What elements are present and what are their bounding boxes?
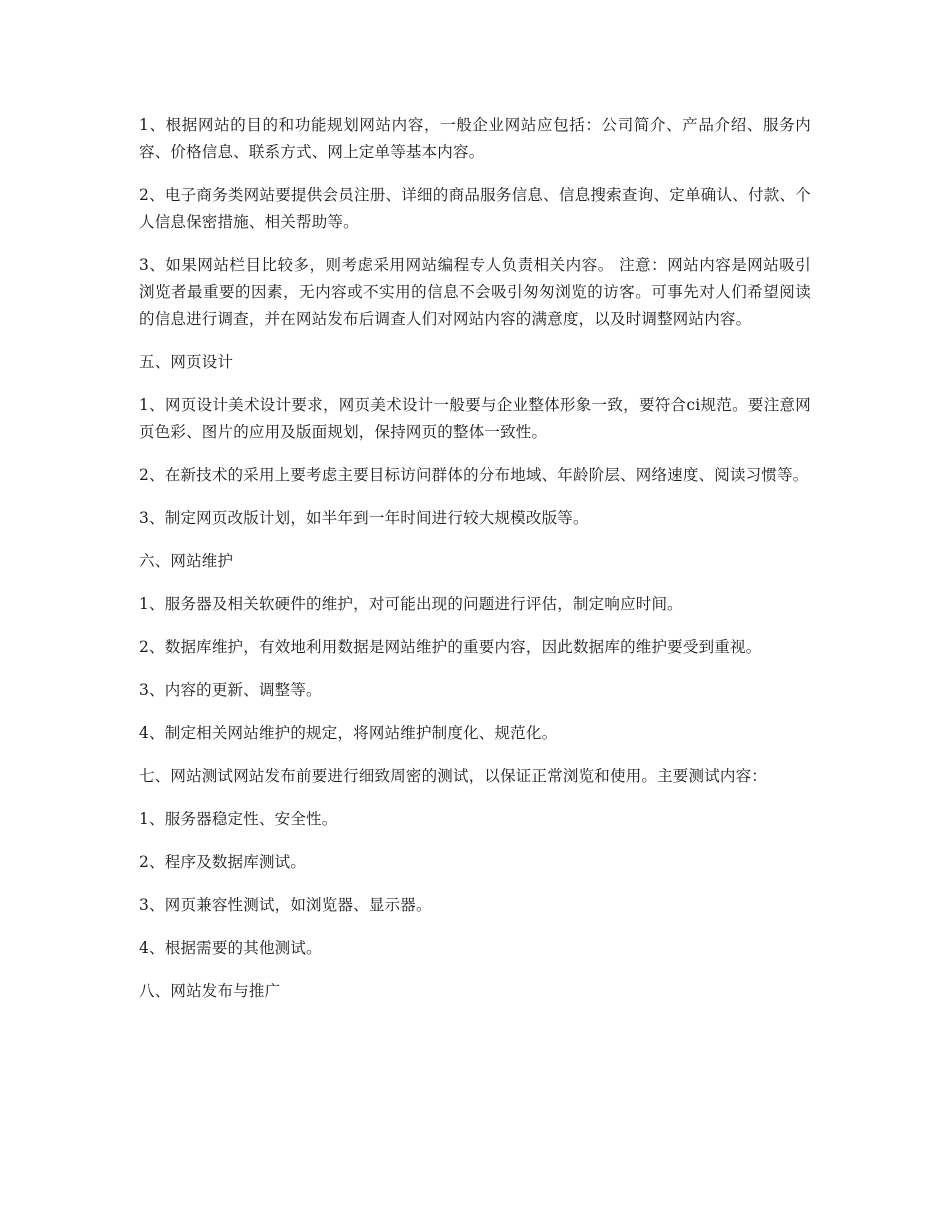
paragraph-maintenance-item-1: 1、服务器及相关软硬件的维护，对可能出现的问题进行评估，制定响应时间。 <box>139 595 683 613</box>
paragraph-maintenance-item-3: 3、内容的更新、调整等。 <box>139 681 322 699</box>
paragraph-design-item-3: 3、制定网页改版计划，如半年到一年时间进行较大规模改版等。 <box>139 509 589 527</box>
paragraph-content-item-3: 3、如果网站栏目比较多，则考虑采用网站编程专人负责相关内容。 注意：网站内容是网站吸引浏览者最重要的因素，无内容或不实用的信息不会吸引匆匆浏览的访客。可事先对人们希望阅读的信息进行调查，并在网站发布后调查人们对网站内容的满意度，以及时调整网站内容。 <box>139 256 811 328</box>
paragraph-testing-item-2: 2、程序及数据库测试。 <box>139 853 307 871</box>
document-page <box>139 112 811 1021</box>
section-heading-maintenance: 六、网站维护 <box>139 552 234 570</box>
paragraph-testing-item-4: 4、根据需要的其他测试。 <box>139 939 322 957</box>
paragraph-testing-item-1: 1、服务器稳定性、安全性。 <box>139 810 338 828</box>
section-heading-testing: 七、网站测试网站发布前要进行细致周密的测试，以保证正常浏览和使用。主要测试内容： <box>139 767 768 785</box>
paragraph-design-item-2: 2、在新技术的采用上要考虑主要目标访问群体的分布地域、年龄阶层、网络速度、阅读习惯等。 <box>139 466 809 484</box>
section-heading-web-design: 五、网页设计 <box>139 353 234 371</box>
paragraph-content-item-2: 2、电子商务类网站要提供会员注册、详细的商品服务信息、信息搜索查询、定单确认、付款、个人信息保密措施、相关帮助等。 <box>139 186 811 231</box>
paragraph-testing-item-3: 3、网页兼容性测试，如浏览器、显示器。 <box>139 896 432 914</box>
paragraph-maintenance-item-2: 2、数据库维护，有效地利用数据是网站维护的重要内容，因此数据库的维护要受到重视。 <box>139 638 762 656</box>
paragraph-maintenance-item-4: 4、制定相关网站维护的规定，将网站维护制度化、规范化。 <box>139 724 558 742</box>
section-heading-publish: 八、网站发布与推广 <box>139 982 281 1000</box>
paragraph-design-item-1: 1、网页设计美术设计要求，网页美术设计一般要与企业整体形象一致，要符合ci规范。要注意网页色彩、图片的应用及版面规划，保持网页的整体一致性。 <box>139 396 811 441</box>
paragraph-content-item-1: 1、根据网站的目的和功能规划网站内容，一般企业网站应包括：公司简介、产品介绍、服务内容、价格信息、联系方式、网上定单等基本内容。 <box>139 116 811 161</box>
